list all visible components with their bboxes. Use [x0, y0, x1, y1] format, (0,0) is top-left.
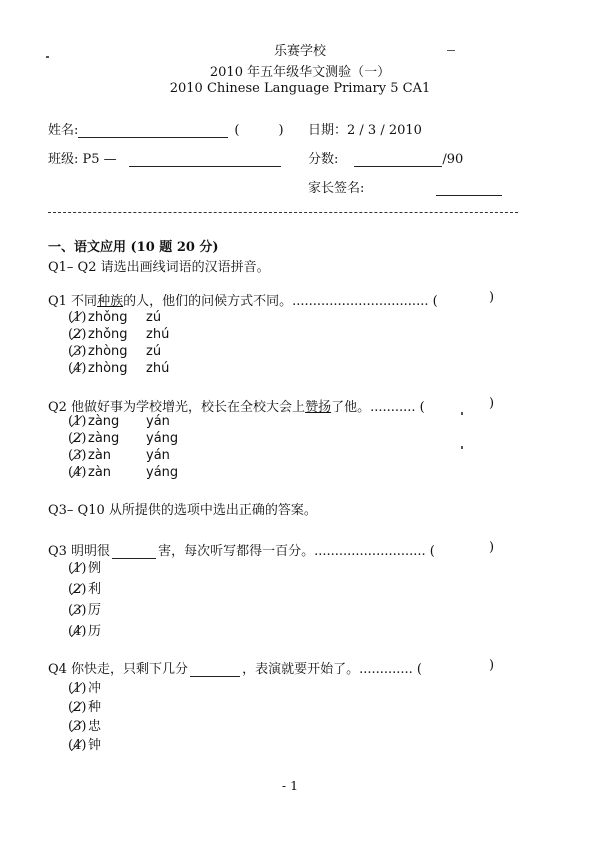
question-4: Q4 你快走，只剩下几分 ，表演就要开始了。............. ( — [48, 662, 423, 677]
dot-leader: ........... ( — [370, 400, 425, 415]
class-label: 班级: P5 — — [48, 152, 117, 167]
option-1[interactable]: (1) zhǒng zú — [68, 310, 162, 325]
option-2[interactable]: (2) zàng yáng — [68, 431, 179, 446]
option-3[interactable]: (3) zhòng zú — [68, 344, 162, 359]
option-2[interactable]: (2) 利 — [68, 582, 102, 597]
date-value: 2 / 3 / 2010 — [347, 123, 422, 138]
test-title-chinese: 2010 年五年级华文测验（一） — [209, 65, 391, 80]
index-parenthesis: ( ) — [234, 123, 284, 138]
class-blank[interactable] — [129, 166, 281, 167]
option-3[interactable]: (3) 厉 — [68, 603, 102, 618]
parent-signature-row — [308, 177, 502, 196]
option-4[interactable]: (4) zhòng zhú — [68, 361, 170, 376]
option-4[interactable]: (4) 钟 — [68, 738, 102, 753]
option-1[interactable]: (1) zàng yán — [68, 414, 170, 429]
option-1[interactable]: (1) 冲 — [68, 681, 102, 696]
date-row — [308, 119, 422, 138]
fill-blank[interactable] — [112, 558, 156, 559]
test-title-english: 2010 Chinese Language Primary 5 CA1 — [169, 81, 431, 96]
option-3[interactable]: (3) 忠 — [68, 719, 102, 734]
class-row — [48, 148, 281, 167]
dot-leader: ........................... ( — [314, 544, 435, 559]
fill-blank[interactable] — [190, 676, 240, 677]
question-3: Q3 明明很 害，每次听写都得一百分。........................... ( — [48, 544, 435, 559]
scan-speck — [461, 446, 463, 449]
dashed-divider — [48, 212, 518, 213]
score-row — [308, 148, 463, 167]
question-1: Q1 不同种族的人，他们的问候方式不同。................................. ( — [48, 294, 438, 309]
option-3[interactable]: (3) zàn yán — [68, 448, 170, 463]
instruction-q3-q10: Q3– Q10 从所提供的选项中选出正确的答案。 — [48, 503, 317, 518]
option-4[interactable]: (4) 历 — [68, 624, 102, 639]
option-4[interactable]: (4) zàn yáng — [68, 465, 179, 480]
option-1[interactable]: (1) 例 — [68, 561, 102, 576]
answer-close-paren: ) — [489, 396, 495, 411]
name-row — [48, 119, 284, 138]
page-number: - 1 — [281, 778, 299, 793]
section-title: 一、语文应用 (10 题 20 分) — [48, 240, 219, 255]
date-label: 日期： — [308, 123, 348, 138]
score-total: /90 — [442, 152, 464, 167]
name-blank[interactable] — [78, 137, 228, 138]
dot-leader: ............. ( — [359, 662, 423, 677]
score-blank[interactable] — [354, 166, 442, 167]
parent-signature-blank[interactable] — [436, 195, 502, 196]
answer-close-paren: ) — [489, 658, 495, 673]
option-2[interactable]: (2) zhǒng zhú — [68, 327, 170, 342]
dot-leader: ................................. ( — [292, 294, 438, 309]
underlined-word: 种族 — [97, 294, 124, 309]
option-2[interactable]: (2) 种 — [68, 700, 102, 715]
instruction-q1-q2: Q1– Q2 请选出画线词语的汉语拼音。 — [48, 260, 270, 275]
question-2: Q2 他做好事为学校增光，校长在全校大会上赞扬了他。........... ( — [48, 400, 425, 415]
name-label: 姓名: — [48, 123, 79, 138]
school-name: 乐赛学校 — [273, 44, 326, 59]
parent-signature-label: 家长签名: — [308, 181, 365, 196]
answer-close-paren: ) — [489, 290, 495, 305]
underlined-word: 赞扬 — [305, 400, 332, 415]
answer-close-paren: ) — [489, 540, 495, 555]
score-label: 分数: — [308, 152, 339, 167]
scan-speck — [461, 412, 463, 415]
